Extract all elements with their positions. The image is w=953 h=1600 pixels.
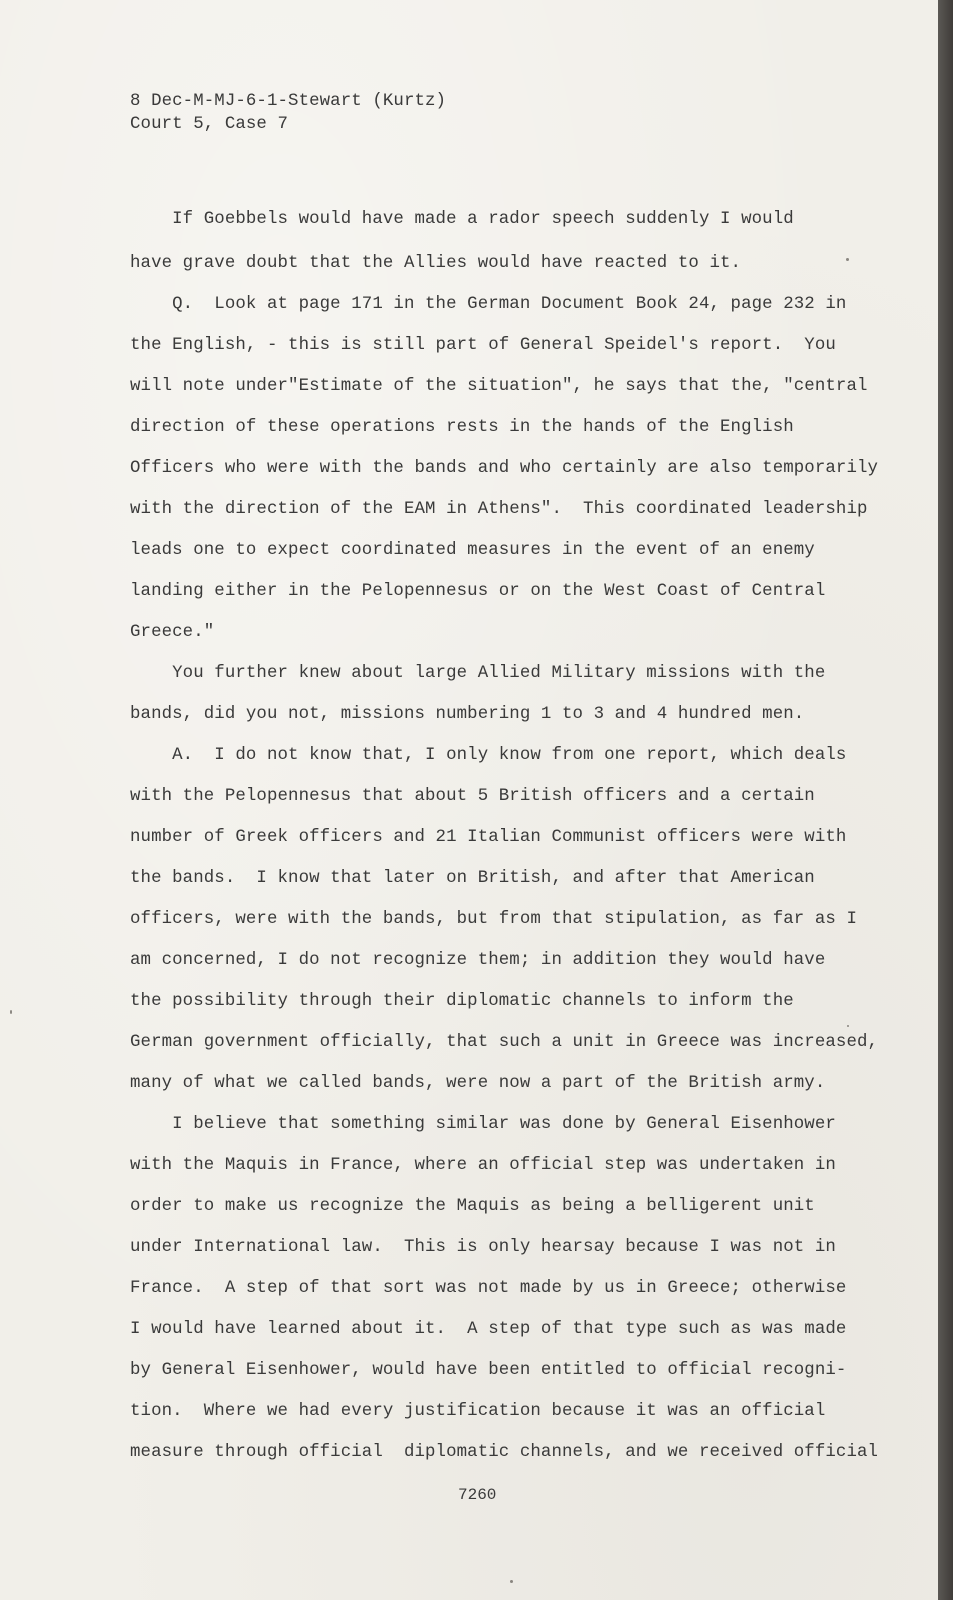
body-line-18: officers, were with the bands, but from that stipulation, as far as I	[130, 910, 857, 929]
paper-speck	[10, 1010, 12, 1014]
body-line-9: leads one to expect coordinated measures in the event of an enemy	[130, 541, 815, 560]
body-line-13: bands, did you not, missions numbering 1 to 3 and 4 hundred men.	[130, 705, 805, 724]
body-line-21: German government officially, that such a unit in Greece was increased,	[130, 1033, 879, 1052]
document-header	[130, 90, 446, 136]
body-line-24: with the Maquis in France, where an official step was undertaken in	[130, 1156, 836, 1175]
paper-speck	[846, 258, 849, 261]
body-line-23: I believe that something similar was done by General Eisenhower	[130, 1115, 836, 1134]
body-line-2: have grave doubt that the Allies would have reacted to it.	[130, 254, 742, 273]
body-line-20: the possibility through their diplomatic channels to inform the	[130, 992, 794, 1011]
scan-edge	[938, 0, 953, 1600]
body-line-11: Greece."	[130, 623, 215, 642]
body-line-17: the bands. I know that later on British, and after that American	[130, 869, 815, 888]
body-line-26: under International law. This is only hearsay because I was not in	[130, 1238, 836, 1257]
paper-speck	[847, 1025, 849, 1027]
paper-speck	[510, 1580, 513, 1583]
body-line-4: the English, - this is still part of General Speidel's report. You	[130, 336, 836, 355]
body-line-5: will note under"Estimate of the situation", he says that the, "central	[130, 377, 868, 396]
body-line-22: many of what we called bands, were now a part of the British army.	[130, 1074, 826, 1093]
body-line-3: Q. Look at page 171 in the German Document Book 24, page 232 in	[130, 295, 847, 314]
body-line-7: Officers who were with the bands and who certainly are also temporarily	[130, 459, 879, 478]
body-line-29: by General Eisenhower, would have been entitled to official recogni-	[130, 1361, 847, 1380]
body-line-15: with the Pelopennesus that about 5 British officers and a certain	[130, 787, 815, 806]
page-number: 7260	[458, 1486, 497, 1504]
body-line-28: I would have learned about it. A step of that type such as was made	[130, 1320, 847, 1339]
body-line-6: direction of these operations rests in the hands of the English	[130, 418, 794, 437]
body-line-19: am concerned, I do not recognize them; in addition they would have	[130, 951, 826, 970]
body-line-1: If Goebbels would have made a rador speech suddenly I would	[130, 210, 794, 229]
body-line-31: measure through official diplomatic channels, and we received official	[130, 1443, 879, 1462]
body-line-30: tion. Where we had every justification because it was an official	[130, 1402, 826, 1421]
body-line-10: landing either in the Pelopennesus or on the West Coast of Central	[130, 582, 826, 601]
body-line-14: A. I do not know that, I only know from one report, which deals	[130, 746, 847, 765]
body-line-25: order to make us recognize the Maquis as being a belligerent unit	[130, 1197, 815, 1216]
body-line-12: You further knew about large Allied Military missions with the	[130, 664, 826, 683]
header-court-line: Court 5, Case 7	[130, 115, 289, 134]
body-line-16: number of Greek officers and 21 Italian Communist officers were with	[130, 828, 847, 847]
body-line-8: with the direction of the EAM in Athens". This coordinated leadership	[130, 500, 868, 519]
body-line-27: France. A step of that sort was not made by us in Greece; otherwise	[130, 1279, 847, 1298]
header-reference-line: 8 Dec-M-MJ-6-1-Stewart (Kurtz)	[130, 92, 447, 111]
